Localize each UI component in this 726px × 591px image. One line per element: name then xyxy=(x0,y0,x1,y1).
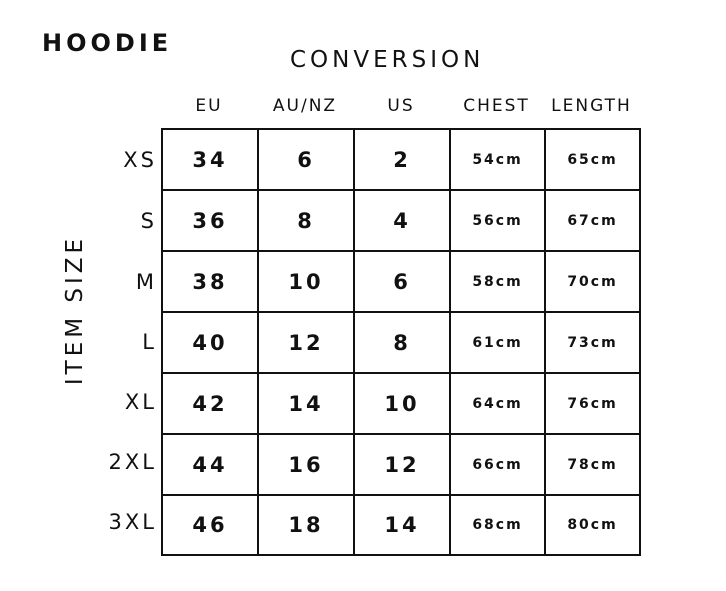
cell-chest: 64cm xyxy=(450,373,545,434)
cell-au-nz: 18 xyxy=(258,495,354,555)
cell-us: 6 xyxy=(354,251,450,312)
row-label-2xl: 2XL xyxy=(108,450,157,474)
cell-au-nz: 14 xyxy=(258,373,354,434)
cell-chest: 58cm xyxy=(450,251,545,312)
cell-au-nz: 10 xyxy=(258,251,354,312)
table-row xyxy=(162,251,640,312)
cell-length: 73cm xyxy=(545,312,640,373)
column-header-au-nz: AU/NZ xyxy=(272,96,338,116)
cell-au-nz: 16 xyxy=(258,434,354,495)
cell-eu: 44 xyxy=(162,434,258,495)
item-size-label: ITEM SIZE xyxy=(62,234,88,386)
row-label-xl: XL xyxy=(124,390,157,414)
cell-eu: 36 xyxy=(162,190,258,251)
cell-us: 14 xyxy=(354,495,450,555)
cell-au-nz: 8 xyxy=(258,190,354,251)
table-row xyxy=(162,373,640,434)
column-header-eu: EU xyxy=(195,96,223,116)
column-header-us: US xyxy=(387,96,415,116)
cell-length: 78cm xyxy=(545,434,640,495)
table-row xyxy=(162,495,640,555)
column-headers xyxy=(161,94,639,118)
cell-chest: 68cm xyxy=(450,495,545,555)
cell-eu: 34 xyxy=(162,129,258,190)
cell-au-nz: 6 xyxy=(258,129,354,190)
table-row xyxy=(162,190,640,251)
cell-chest: 66cm xyxy=(450,434,545,495)
row-label-xs: XS xyxy=(123,148,157,172)
cell-eu: 38 xyxy=(162,251,258,312)
cell-us: 2 xyxy=(354,129,450,190)
cell-length: 70cm xyxy=(545,251,640,312)
row-label-l: L xyxy=(142,330,157,354)
column-header-chest: CHEST xyxy=(463,96,530,116)
cell-length: 80cm xyxy=(545,495,640,555)
table-row xyxy=(162,129,640,190)
cell-length: 67cm xyxy=(545,190,640,251)
table-row xyxy=(162,434,640,495)
page-title: HOODIE xyxy=(42,29,173,57)
cell-us: 8 xyxy=(354,312,450,373)
cell-au-nz: 12 xyxy=(258,312,354,373)
size-table xyxy=(161,128,641,556)
cell-eu: 42 xyxy=(162,373,258,434)
row-label-3xl: 3XL xyxy=(108,510,157,534)
table-row xyxy=(162,312,640,373)
cell-chest: 56cm xyxy=(450,190,545,251)
cell-eu: 40 xyxy=(162,312,258,373)
cell-length: 76cm xyxy=(545,373,640,434)
conversion-heading: CONVERSION xyxy=(290,47,485,73)
row-label-m: M xyxy=(135,270,157,294)
cell-eu: 46 xyxy=(162,495,258,555)
cell-us: 12 xyxy=(354,434,450,495)
cell-chest: 54cm xyxy=(450,129,545,190)
cell-chest: 61cm xyxy=(450,312,545,373)
column-header-length: LENGTH xyxy=(551,96,632,116)
cell-us: 10 xyxy=(354,373,450,434)
cell-length: 65cm xyxy=(545,129,640,190)
row-label-s: S xyxy=(140,209,157,233)
cell-us: 4 xyxy=(354,190,450,251)
